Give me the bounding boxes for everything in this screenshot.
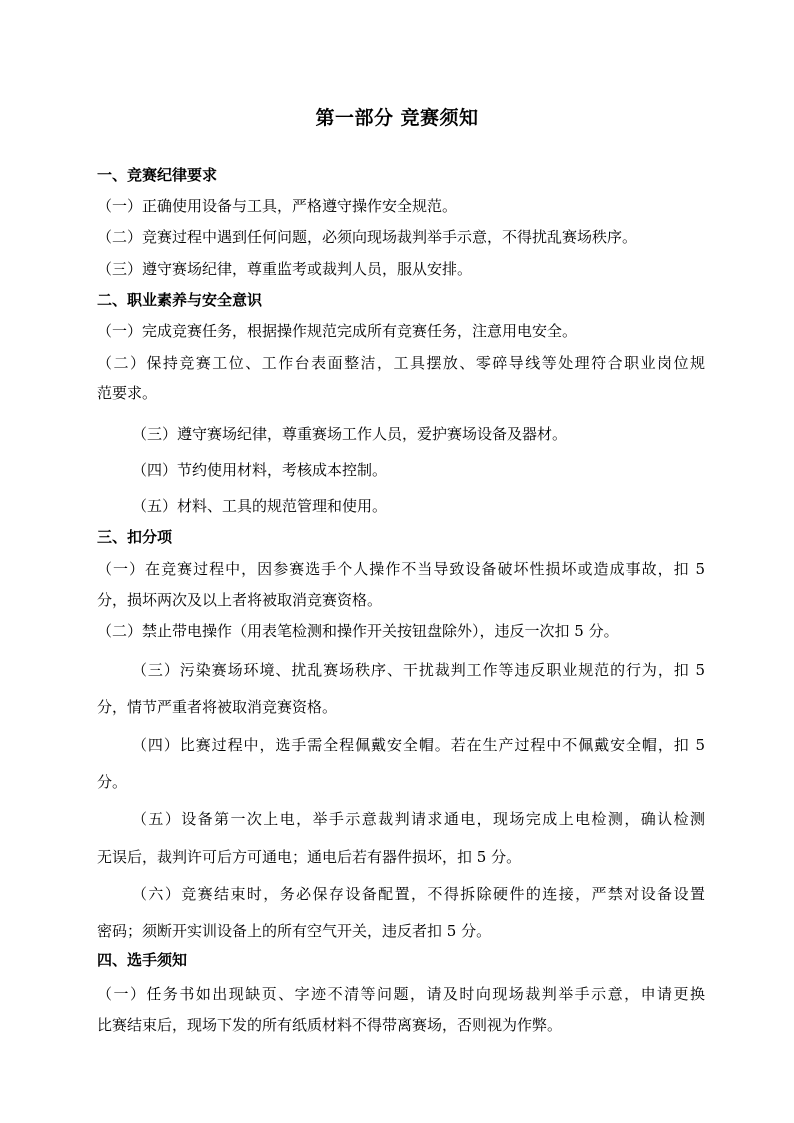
paragraph-line: （二）竞赛过程中遇到任何问题，必须向现场裁判举手示意，不得扰乱赛场秩序。 xyxy=(97,228,638,246)
paragraph-line: （一）任务书如出现缺页、字迹不清等问题，请及时向现场裁判举手示意，申请更换 xyxy=(97,985,705,1003)
section-heading-discipline: 一、竞赛纪律要求 xyxy=(97,166,218,184)
paragraph-line: （二）保持竞赛工位、工作台表面整洁，工具摆放、零碎导线等处理符合职业岗位规 xyxy=(97,354,705,372)
paragraph-line: 分，情节严重者将被取消竞赛资格。 xyxy=(97,698,338,716)
paragraph-line: （六）竞赛结束时，务必保存设备配置，不得拆除硬件的连接，严禁对设备设置 xyxy=(132,885,705,903)
paragraph-line: 无误后，裁判许可后方可通电；通电后若有器件损坏，扣 5 分。 xyxy=(97,848,522,866)
paragraph-line: （四）节约使用材料，考核成本控制。 xyxy=(132,461,388,479)
paragraph-line: 分，损坏两次及以上者将被取消竞赛资格。 xyxy=(97,591,383,609)
section-heading-deductions: 三、扣分项 xyxy=(97,528,173,546)
paragraph-line: （一）正确使用设备与工具，严格遵守操作安全规范。 xyxy=(97,197,458,215)
paragraph-line: （三）污染赛场环境、扰乱赛场秩序、干扰裁判工作等违反职业规范的行为，扣 5 xyxy=(132,661,705,679)
section-heading-professionalism: 二、职业素养与安全意识 xyxy=(97,291,263,309)
page-title: 第一部分 竞赛须知 xyxy=(315,107,479,129)
paragraph-line: 范要求。 xyxy=(97,384,158,402)
paragraph-line: （二）禁止带电操作（用表笔检测和操作开关按钮盘除外），违反一次扣 5 分。 xyxy=(97,622,619,640)
paragraph-line: 分。 xyxy=(97,773,128,791)
paragraph-line: （五）设备第一次上电，举手示意裁判请求通电，现场完成上电检测，确认检测 xyxy=(132,810,705,828)
paragraph-line: （一）完成竞赛任务，根据操作规范完成所有竞赛任务，注意用电安全。 xyxy=(97,322,578,340)
paragraph-line: 比赛结束后，现场下发的所有纸质材料不得带离赛场，否则视为作弊。 xyxy=(97,1016,563,1034)
paragraph-line: （三）遵守赛场纪律，尊重赛场工作人员，爱护赛场设备及器材。 xyxy=(132,425,568,443)
paragraph-line: （四）比赛过程中，选手需全程佩戴安全帽。若在生产过程中不佩戴安全帽，扣 5 xyxy=(132,736,705,754)
section-heading-contestant-notice: 四、选手须知 xyxy=(97,951,188,969)
paragraph-line: （五）材料、工具的规范管理和使用。 xyxy=(132,497,388,515)
paragraph-line: 密码；须断开实训设备上的所有空气开关，违反者扣 5 分。 xyxy=(97,922,492,940)
paragraph-line: （一）在竞赛过程中，因参赛选手个人操作不当导致设备破坏性损坏或造成事故，扣 5 xyxy=(97,560,705,578)
paragraph-line: （三）遵守赛场纪律，尊重监考或裁判人员，服从安排。 xyxy=(97,260,473,278)
